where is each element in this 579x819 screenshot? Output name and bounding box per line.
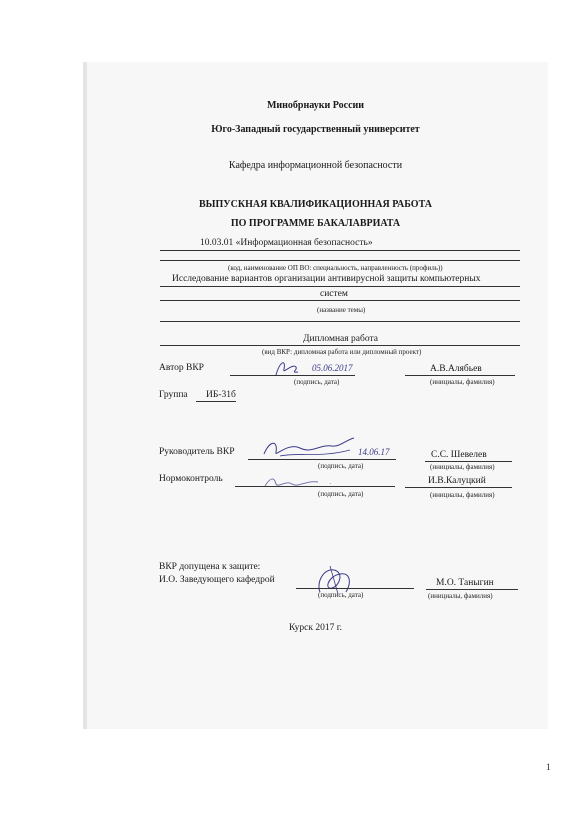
topic-underline-3 <box>160 321 520 322</box>
specialty-caption: (код, наименование ОП ВО: специальность, направленность (профиль)) <box>228 264 443 272</box>
topic-caption: (название темы) <box>317 306 366 314</box>
author-sign-underline <box>230 375 355 376</box>
supervisor-sign-caption: (подпись, дата) <box>318 462 364 470</box>
ministry-title: Минобрнауки России <box>266 100 365 111</box>
supervisor-sign-date: 14.06.17 <box>358 447 390 457</box>
approval-sign-underline <box>296 588 414 589</box>
normcontrol-sign-underline <box>235 486 395 487</box>
work-type-caption: (вид ВКР: дипломная работа или дипломный проект) <box>262 348 422 356</box>
approval-line2: И.О. Заведующего кафедрой <box>159 575 275 585</box>
university-title: Юго-Западный государственный университет <box>211 124 420 135</box>
supervisor-name-caption: (инициалы, фамилия) <box>430 463 495 471</box>
supervisor-signature <box>260 434 360 462</box>
normcontrol-label: Нормоконтроль <box>159 474 223 484</box>
group-label: Группа <box>159 390 188 400</box>
approval-line1: ВКР допущена к защите: <box>159 562 261 572</box>
specialty-value: 10.03.01 «Информационная безопасность» <box>200 238 373 248</box>
author-sign-date: 05.06.2017 <box>312 363 353 373</box>
approval-name-underline <box>426 589 518 590</box>
work-type-value: Дипломная работа <box>303 334 378 344</box>
author-name: А.В.Алябьев <box>430 364 482 374</box>
supervisor-name-underline <box>425 461 512 462</box>
author-name-caption: (инициалы, фамилия) <box>430 378 495 386</box>
work-type-underline <box>160 345 520 346</box>
author-sign-caption: (подпись, дата) <box>294 378 340 386</box>
normcontrol-name: И.В.Калуцкий <box>428 476 486 486</box>
approval-name-caption: (инициалы, фамилия) <box>428 592 493 600</box>
normcontrol-sign-caption: (подпись, дата) <box>318 490 364 498</box>
normcontrol-sign-date: . <box>330 478 332 486</box>
normcontrol-signature <box>262 472 322 492</box>
author-name-underline <box>405 375 515 376</box>
page-number: 1 <box>546 762 551 772</box>
supervisor-label: Руководитель ВКР <box>159 447 235 457</box>
supervisor-sign-underline <box>248 459 396 460</box>
supervisor-name: С.С. Шевелев <box>431 450 487 460</box>
normcontrol-name-underline <box>405 487 512 488</box>
specialty-underline <box>160 250 520 251</box>
author-label: Автор ВКР <box>159 363 204 373</box>
group-value: ИБ-31б <box>206 390 236 400</box>
group-underline <box>196 401 236 402</box>
topic-line2: систем <box>320 289 348 299</box>
topic-underline-1 <box>160 286 520 287</box>
specialty-underline-2 <box>160 260 520 261</box>
approval-name: М.О. Таныгин <box>436 578 494 588</box>
city-year: Курск 2017 г. <box>289 623 342 633</box>
document-title-line2: ПО ПРОГРАММЕ БАКАЛАВРИАТА <box>230 218 401 229</box>
document-title-line1: ВЫПУСКНАЯ КВАЛИФИКАЦИОННАЯ РАБОТА <box>199 199 432 210</box>
normcontrol-name-caption: (инициалы, фамилия) <box>430 491 495 499</box>
approval-sign-caption: (подпись, дата) <box>318 591 364 599</box>
topic-line1: Исследование вариантов организации антивирусной защиты компьютерных <box>172 274 481 284</box>
topic-underline-2 <box>160 300 520 301</box>
department-title: Кафедра информационной безопасности <box>228 160 403 171</box>
